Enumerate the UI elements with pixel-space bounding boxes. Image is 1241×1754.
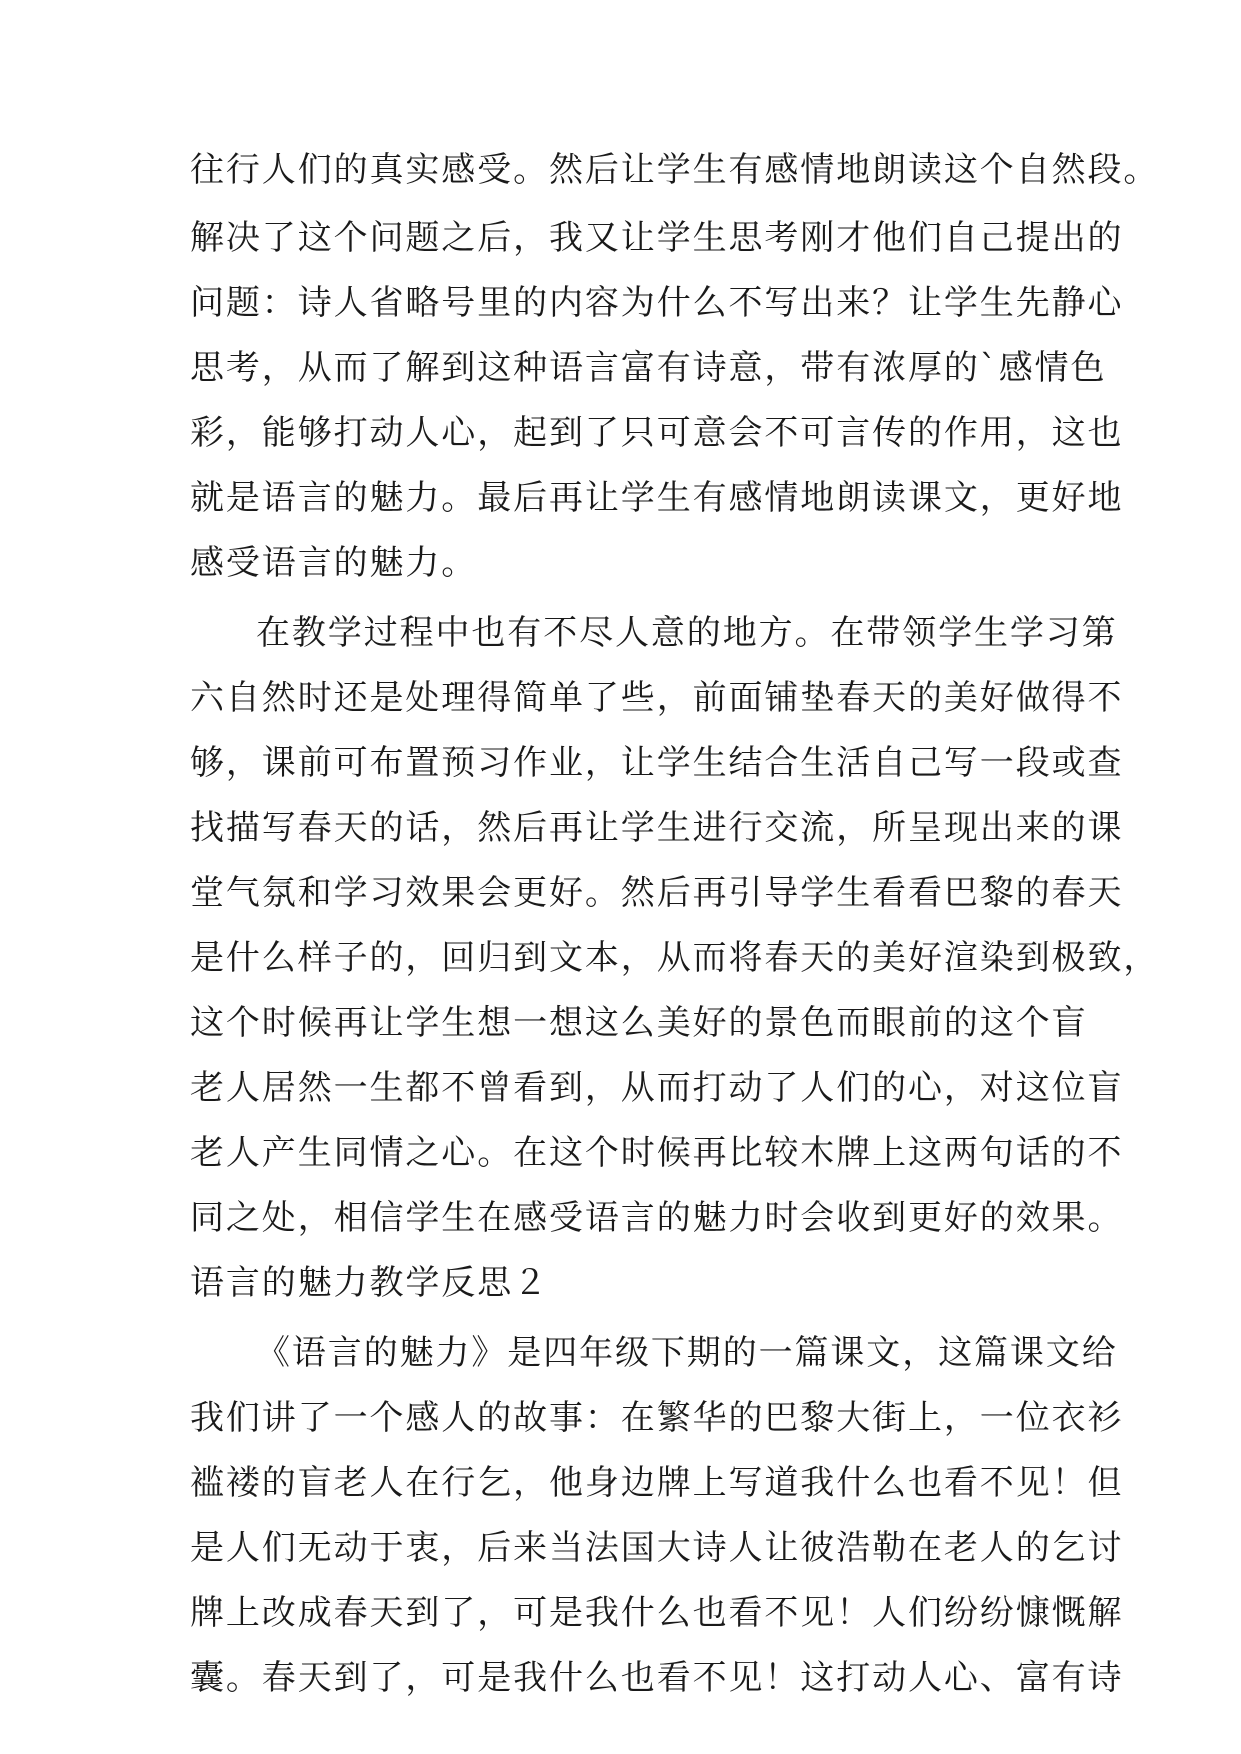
text-line: 牌上改成春天到了，可是我什么也看不见！人们纷纷慷慨解 bbox=[190, 1593, 1124, 1633]
paragraph-first-line: 在教学过程中也有不尽人意的地方。在带领学生学习第 bbox=[256, 613, 1118, 653]
text-line: 六自然时还是处理得简单了些，前面铺垫春天的美好做得不 bbox=[190, 678, 1124, 718]
text-line: 解决了这个问题之后，我又让学生思考刚才他们自己提出的 bbox=[190, 218, 1124, 258]
text-line: 同之处，相信学生在感受语言的魅力时会收到更好的效果。 bbox=[190, 1198, 1124, 1238]
text-line: 够，课前可布置预习作业，让学生结合生活自己写一段或查 bbox=[190, 743, 1124, 783]
text-line: 老人产生同情之心。在这个时候再比较木牌上这两句话的不 bbox=[190, 1133, 1124, 1173]
text-line: 往行人们的真实感受。然后让学生有感情地朗读这个自然段。 bbox=[190, 150, 1160, 190]
text-line: 就是语言的魅力。最后再让学生有感情地朗读课文，更好地 bbox=[190, 478, 1124, 518]
paragraph-first-line: 《语言的魅力》是四年级下期的一篇课文，这篇课文给 bbox=[256, 1333, 1118, 1373]
text-line: 我们讲了一个感人的故事：在繁华的巴黎大街上，一位衣衫 bbox=[190, 1398, 1124, 1438]
text-line: 是人们无动于衷，后来当法国大诗人让彼浩勒在老人的乞讨 bbox=[190, 1528, 1124, 1568]
text-line: 囊。春天到了，可是我什么也看不见！这打动人心、富有诗 bbox=[190, 1658, 1124, 1698]
text-line: 问题：诗人省略号里的内容为什么不写出来？让学生先静心 bbox=[190, 283, 1124, 323]
text-line: 是什么样子的，回归到文本，从而将春天的美好渲染到极致， bbox=[190, 938, 1160, 978]
text-line: 感受语言的魅力。 bbox=[190, 543, 478, 583]
text-line: 思考，从而了解到这种语言富有诗意，带有浓厚的`感情色 bbox=[190, 348, 1107, 388]
text-line: 彩，能够打动人心，起到了只可意会不可言传的作用，这也 bbox=[190, 413, 1124, 453]
text-line: 堂气氛和学习效果会更好。然后再引导学生看看巴黎的春天 bbox=[190, 873, 1124, 913]
text-line: 找描写春天的话，然后再让学生进行交流，所呈现出来的课 bbox=[190, 808, 1124, 848]
text-line: 老人居然一生都不曾看到，从而打动了人们的心，对这位盲 bbox=[190, 1068, 1124, 1108]
text-line: 这个时候再让学生想一想这么美好的景色而眼前的这个盲 bbox=[190, 1003, 1088, 1043]
section-heading: 语言的魅力教学反思２ bbox=[190, 1263, 549, 1303]
text-line: 褴褛的盲老人在行乞，他身边牌上写道我什么也看不见！但 bbox=[190, 1463, 1124, 1503]
